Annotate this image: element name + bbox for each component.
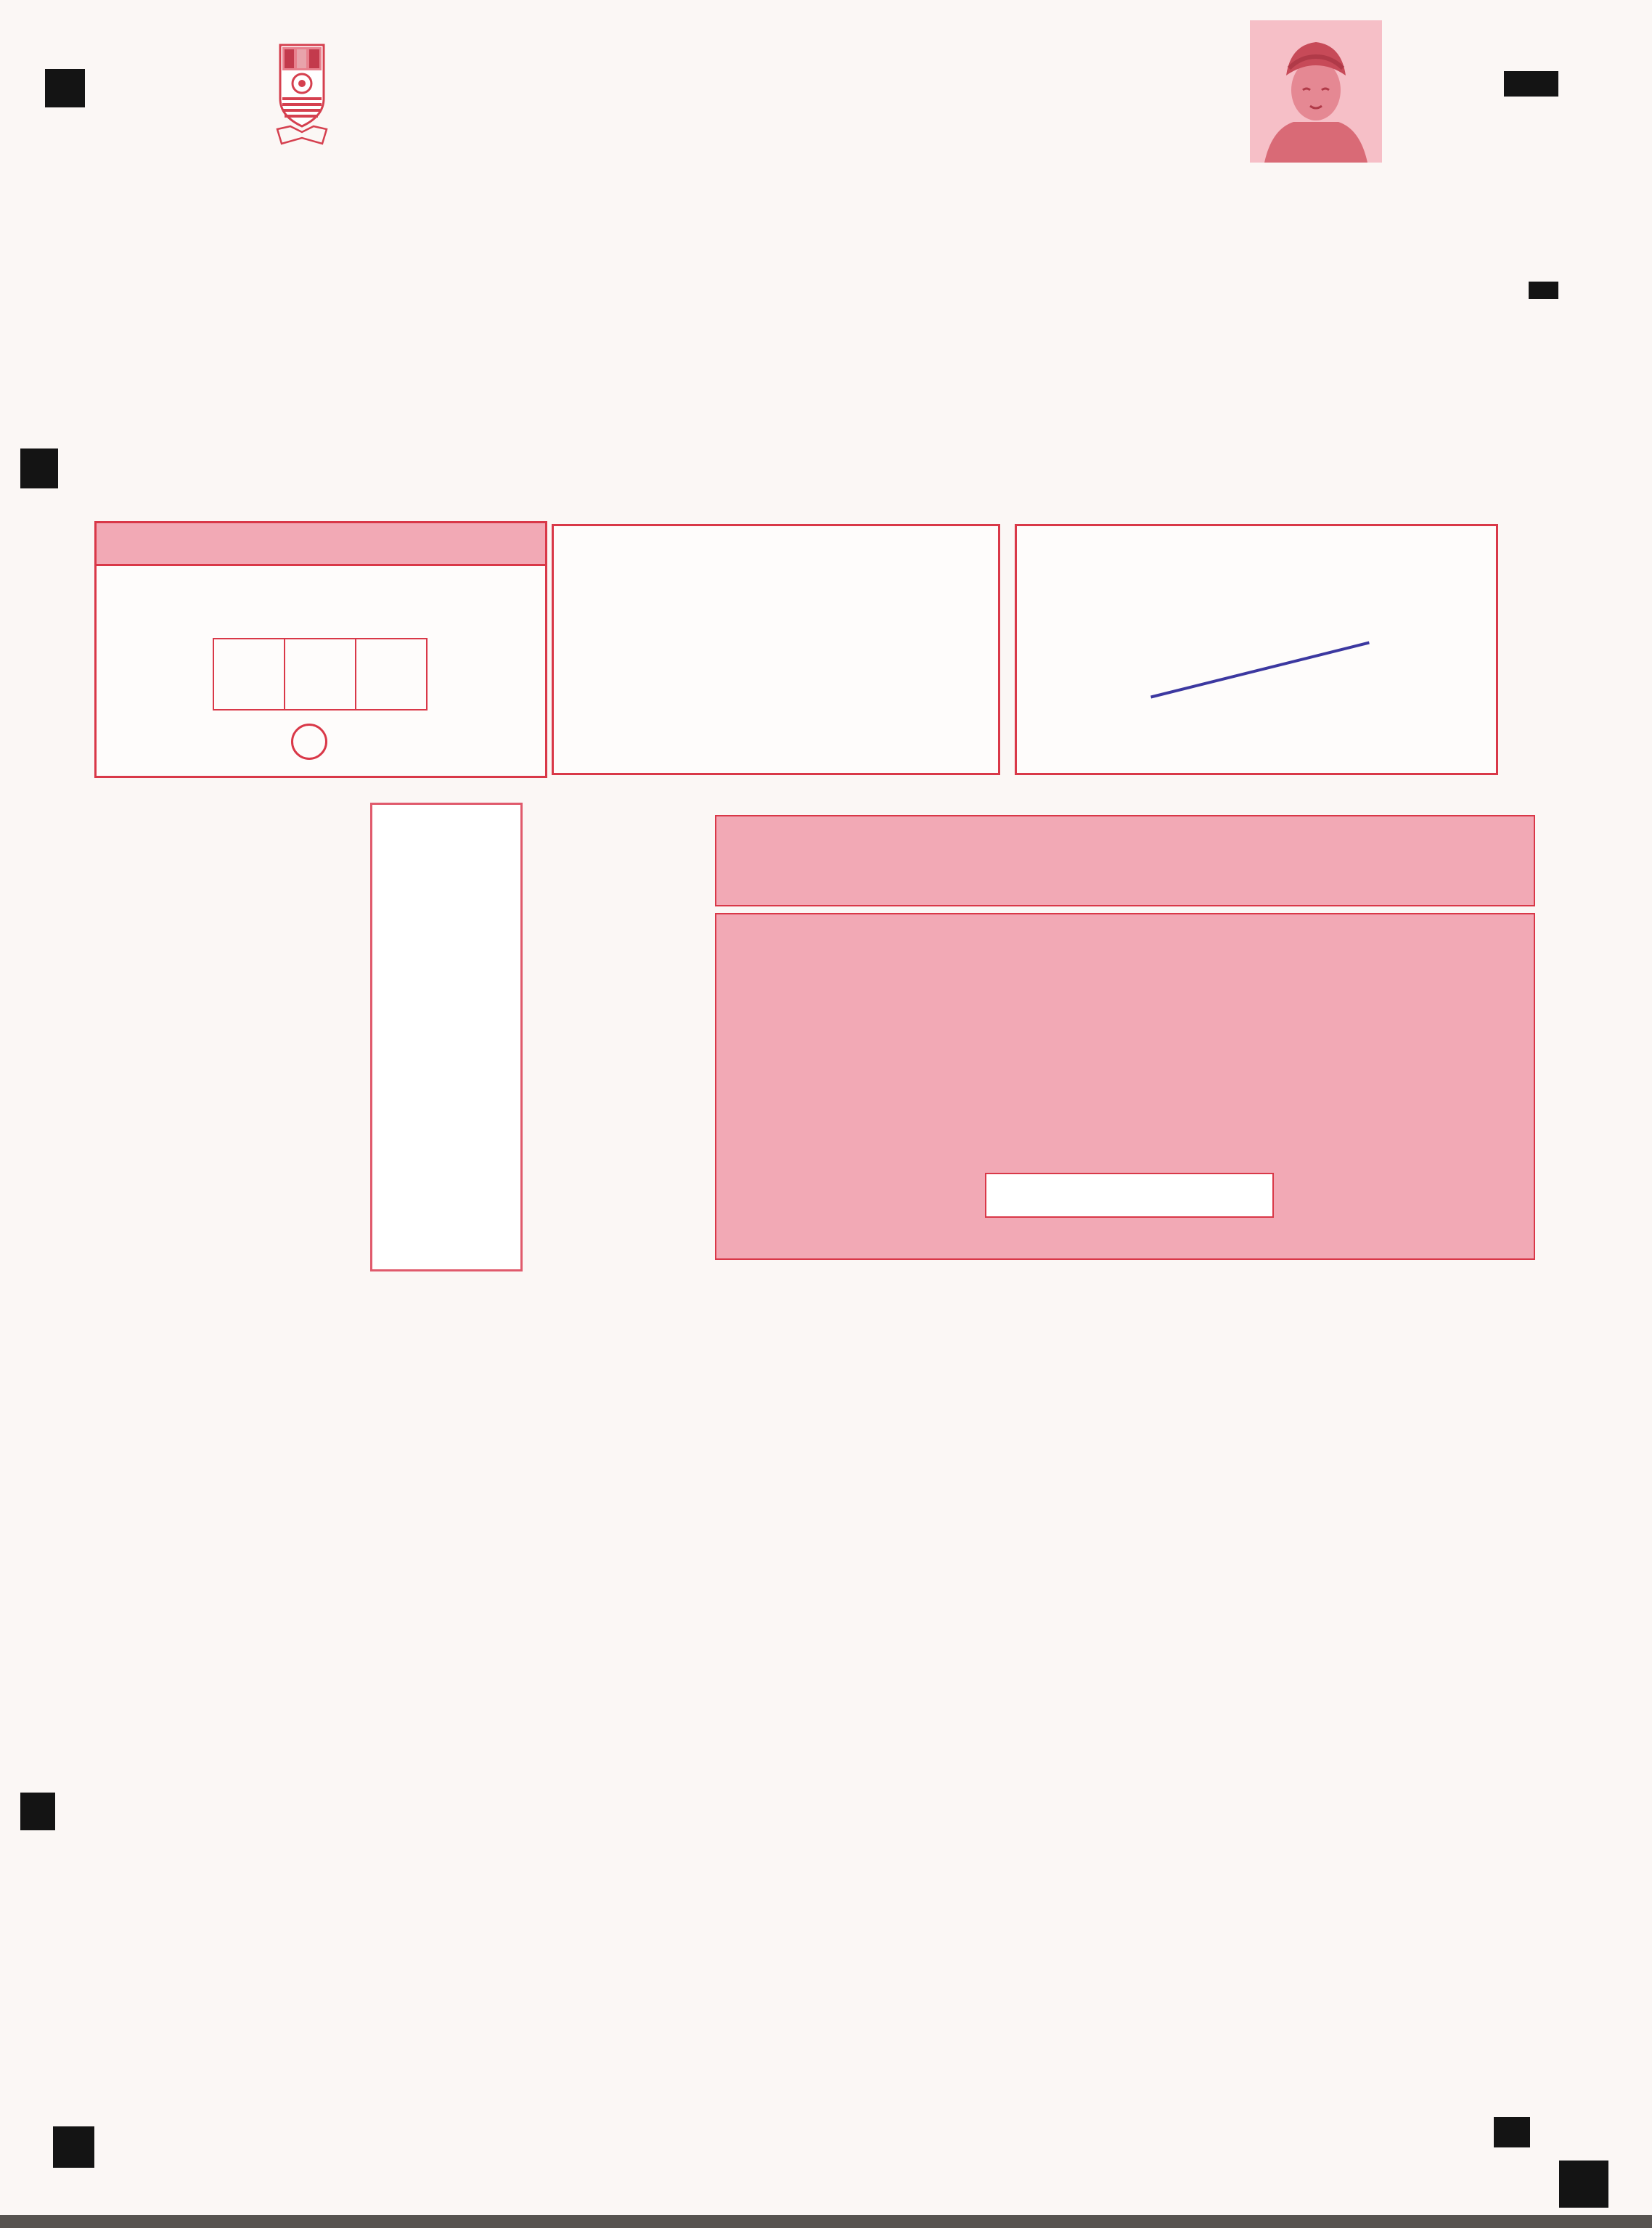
- candidate-signature-box[interactable]: [552, 524, 1000, 775]
- absent-code-cell[interactable]: [213, 638, 285, 710]
- scan-edge-strip: [0, 2215, 1652, 2228]
- instructions-title-box: [715, 815, 1535, 906]
- registration-square: [1529, 282, 1558, 299]
- registration-square: [53, 2126, 94, 2168]
- registration-square: [1494, 2117, 1530, 2147]
- registration-square: [45, 69, 85, 107]
- qr-code: [202, 813, 285, 896]
- invigilator-fill-box: [94, 521, 547, 778]
- absent-bubble[interactable]: [291, 724, 327, 760]
- signature-stroke: [1150, 642, 1370, 699]
- instructions-body-box: [715, 913, 1535, 1260]
- barcode-box: [370, 803, 523, 1271]
- portrait-image: [1250, 20, 1382, 166]
- absent-code-boxes[interactable]: [213, 638, 426, 710]
- registration-square: [20, 1793, 55, 1830]
- absent-code-cell[interactable]: [284, 638, 356, 710]
- registration-square: [20, 449, 58, 488]
- university-logo: [276, 42, 328, 162]
- example-bubble-row: [985, 1173, 1274, 1218]
- absent-code-cell[interactable]: [355, 638, 428, 710]
- registration-square: [1504, 71, 1558, 97]
- registration-square: [1559, 2161, 1608, 2208]
- invigilator-signature-box[interactable]: [1015, 524, 1498, 775]
- invigilator-box-title: [97, 523, 545, 566]
